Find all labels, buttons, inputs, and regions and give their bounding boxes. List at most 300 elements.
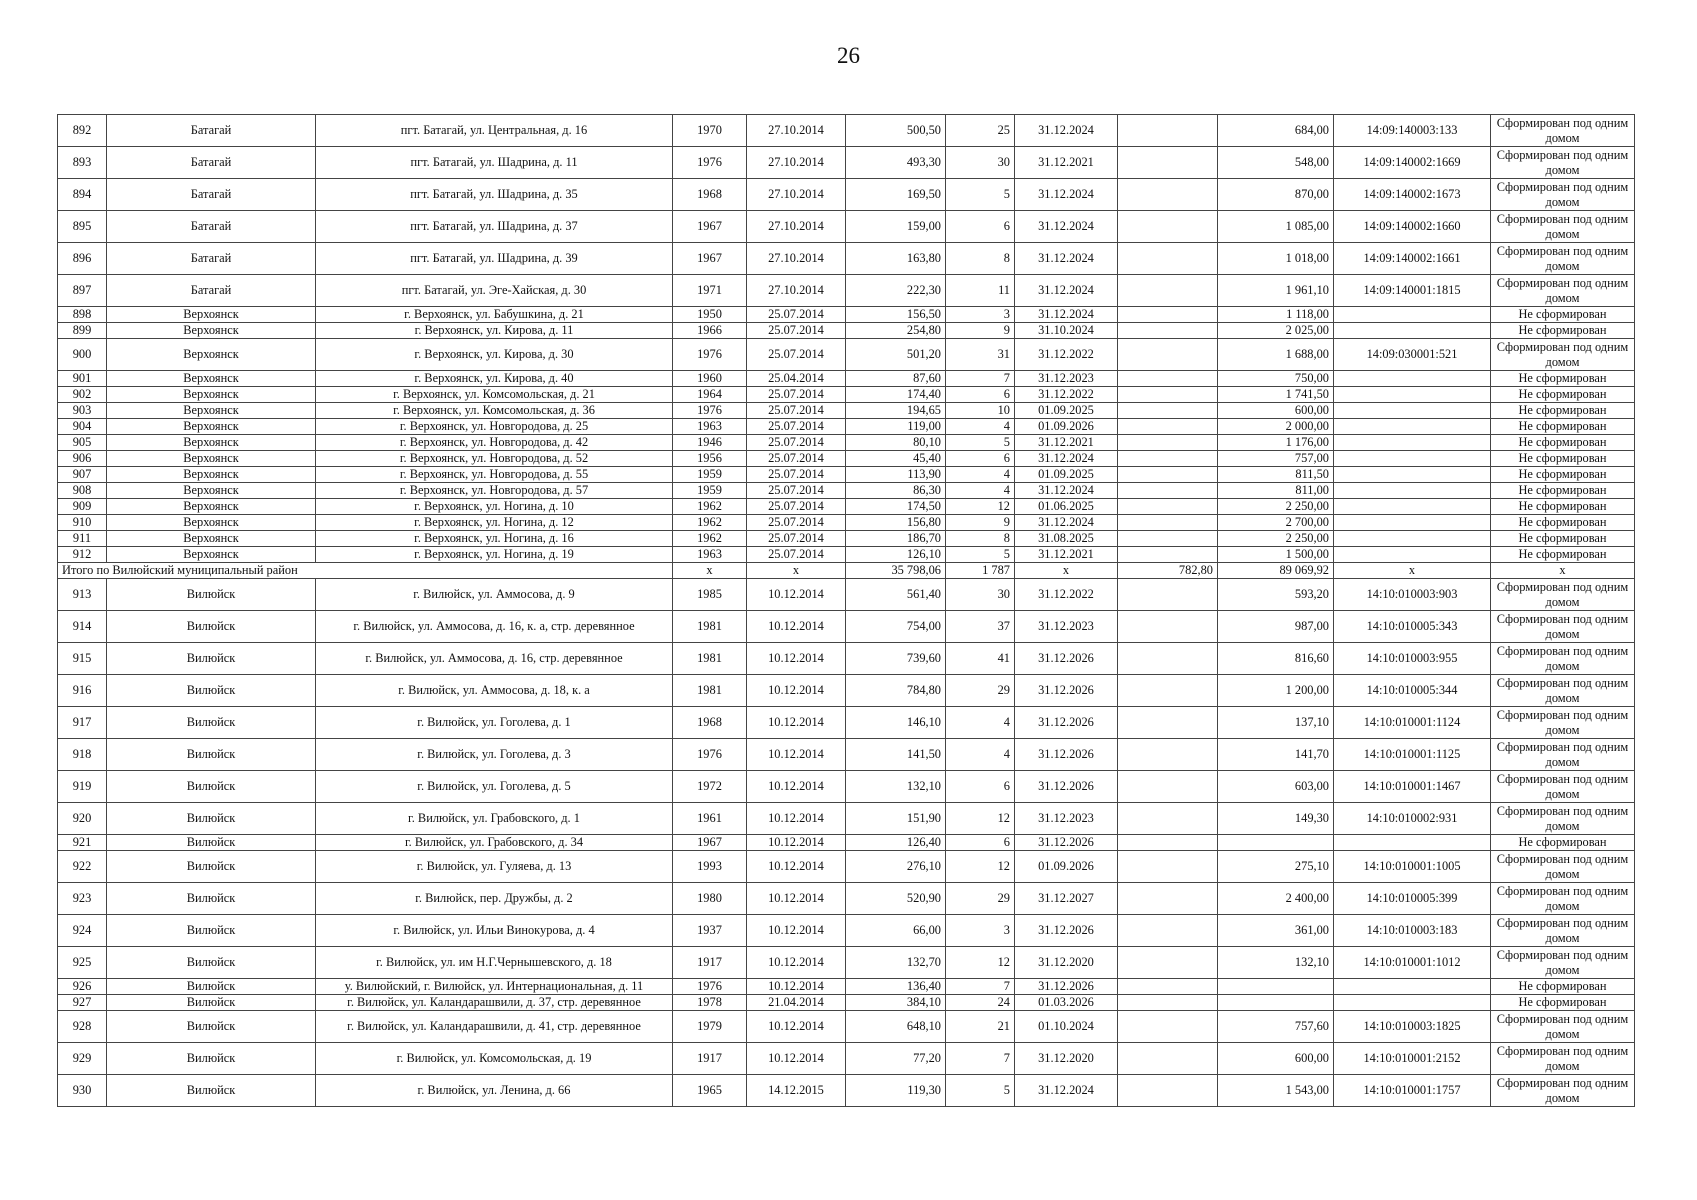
cadastral-number-cell — [1334, 835, 1491, 851]
table-row — [58, 995, 1635, 1011]
row-number-cell: 924 — [58, 915, 107, 947]
deadline-cell: 31.12.2023 — [1015, 611, 1118, 643]
address-cell: г. Верхоянск, ул. Комсомольская, д. 36 — [316, 403, 673, 419]
cost-cell — [1118, 435, 1218, 451]
year-cell: 1964 — [673, 387, 747, 403]
year-cell: 1976 — [673, 147, 747, 179]
cost-cell — [1118, 483, 1218, 499]
settlement-cell: Верхоянск — [107, 403, 316, 419]
table-row — [58, 339, 1635, 371]
land-area-cell: 361,00 — [1218, 915, 1334, 947]
cadastral-number-cell: 14:09:140002:1673 — [1334, 179, 1491, 211]
cost-cell — [1118, 1075, 1218, 1107]
row-number-cell: 917 — [58, 707, 107, 739]
cadastral-number-cell: 14:10:010005:343 — [1334, 611, 1491, 643]
year-cell: 1962 — [673, 531, 747, 547]
residents-cell: 6 — [946, 387, 1015, 403]
cost-cell — [1118, 371, 1218, 387]
year-cell: 1937 — [673, 915, 747, 947]
address-cell: у. Вилюйский, г. Вилюйск, ул. Интернациональная, д. 11 — [316, 979, 673, 995]
status-cell: Не сформирован — [1491, 467, 1635, 483]
residents-cell: 30 — [946, 147, 1015, 179]
land-area-cell: 1 118,00 — [1218, 307, 1334, 323]
residents-cell: 8 — [946, 531, 1015, 547]
status-cell: Сформирован под одним домом — [1491, 179, 1635, 211]
year-cell: 1979 — [673, 1011, 747, 1043]
date-cell: 10.12.2014 — [747, 579, 846, 611]
cadastral-number-cell — [1334, 307, 1491, 323]
deadline-cell: 31.08.2025 — [1015, 531, 1118, 547]
table-row — [58, 643, 1635, 675]
residents-cell: 29 — [946, 675, 1015, 707]
table-row — [58, 307, 1635, 323]
year-cell: 1978 — [673, 995, 747, 1011]
table-body — [58, 115, 1635, 1107]
deadline-cell: 01.03.2026 — [1015, 995, 1118, 1011]
settlement-cell: Верхоянск — [107, 419, 316, 435]
area-cell: 119,30 — [846, 1075, 946, 1107]
address-cell: г. Верхоянск, ул. Ногина, д. 19 — [316, 547, 673, 563]
deadline-cell: 31.12.2024 — [1015, 211, 1118, 243]
deadline-cell: 31.12.2020 — [1015, 1043, 1118, 1075]
row-number-cell: 903 — [58, 403, 107, 419]
date-cell: x — [747, 563, 846, 579]
cadastral-number-cell — [1334, 531, 1491, 547]
date-cell: 25.07.2014 — [747, 403, 846, 419]
land-area-cell: 757,00 — [1218, 451, 1334, 467]
land-area-cell: 132,10 — [1218, 947, 1334, 979]
cadastral-number-cell: 14:10:010005:344 — [1334, 675, 1491, 707]
settlement-cell: Вилюйск — [107, 611, 316, 643]
address-cell: г. Вилюйск, ул. Грабовского, д. 1 — [316, 803, 673, 835]
cost-cell — [1118, 307, 1218, 323]
cadastral-number-cell: 14:10:010001:2152 — [1334, 1043, 1491, 1075]
cost-cell — [1118, 675, 1218, 707]
table-row — [58, 915, 1635, 947]
address-cell: г. Вилюйск, ул. Гуляева, д. 13 — [316, 851, 673, 883]
year-cell: 1967 — [673, 243, 747, 275]
cost-cell — [1118, 515, 1218, 531]
row-number-cell: 908 — [58, 483, 107, 499]
settlement-cell: Верхоянск — [107, 371, 316, 387]
row-number-cell: 914 — [58, 611, 107, 643]
cost-cell — [1118, 451, 1218, 467]
table-row — [58, 835, 1635, 851]
cadastral-number-cell — [1334, 323, 1491, 339]
settlement-cell: Верхоянск — [107, 547, 316, 563]
year-cell: 1965 — [673, 1075, 747, 1107]
deadline-cell: x — [1015, 563, 1118, 579]
settlement-cell: Верхоянск — [107, 307, 316, 323]
date-cell: 10.12.2014 — [747, 771, 846, 803]
area-cell: 520,90 — [846, 883, 946, 915]
status-cell: Сформирован под одним домом — [1491, 147, 1635, 179]
date-cell: 25.04.2014 — [747, 371, 846, 387]
address-cell: г. Вилюйск, ул. Каландарашвили, д. 37, стр. деревянное — [316, 995, 673, 1011]
address-cell: пгт. Батагай, ул. Шадрина, д. 39 — [316, 243, 673, 275]
cost-cell — [1118, 403, 1218, 419]
status-cell: Сформирован под одним домом — [1491, 851, 1635, 883]
deadline-cell: 31.12.2026 — [1015, 979, 1118, 995]
area-cell: 132,10 — [846, 771, 946, 803]
date-cell: 25.07.2014 — [747, 387, 846, 403]
address-cell: г. Верхоянск, ул. Ногина, д. 16 — [316, 531, 673, 547]
address-cell: г. Верхоянск, ул. Ногина, д. 10 — [316, 499, 673, 515]
status-cell: Сформирован под одним домом — [1491, 803, 1635, 835]
cadastral-number-cell: 14:09:140001:1815 — [1334, 275, 1491, 307]
address-cell: г. Верхоянск, ул. Новгородова, д. 57 — [316, 483, 673, 499]
residents-cell: 41 — [946, 643, 1015, 675]
cost-cell — [1118, 803, 1218, 835]
area-cell: 276,10 — [846, 851, 946, 883]
date-cell: 27.10.2014 — [747, 275, 846, 307]
settlement-cell: Вилюйск — [107, 1043, 316, 1075]
deadline-cell: 01.06.2025 — [1015, 499, 1118, 515]
area-cell: 561,40 — [846, 579, 946, 611]
year-cell: 1960 — [673, 371, 747, 387]
status-cell: Сформирован под одним домом — [1491, 675, 1635, 707]
residents-cell: 4 — [946, 707, 1015, 739]
cost-cell — [1118, 883, 1218, 915]
row-number-cell: 930 — [58, 1075, 107, 1107]
settlement-cell: Вилюйск — [107, 979, 316, 995]
land-area-cell: 137,10 — [1218, 707, 1334, 739]
land-area-cell: 548,00 — [1218, 147, 1334, 179]
year-cell: 1980 — [673, 883, 747, 915]
cost-cell — [1118, 387, 1218, 403]
residents-cell: 12 — [946, 851, 1015, 883]
table-row — [58, 707, 1635, 739]
table-row — [58, 419, 1635, 435]
settlement-cell: Вилюйск — [107, 1011, 316, 1043]
land-area-cell: 1 543,00 — [1218, 1075, 1334, 1107]
status-cell: Сформирован под одним домом — [1491, 915, 1635, 947]
table-row — [58, 947, 1635, 979]
deadline-cell: 31.12.2022 — [1015, 387, 1118, 403]
settlement-cell: Верхоянск — [107, 483, 316, 499]
cadastral-number-cell — [1334, 435, 1491, 451]
total-row — [58, 563, 1635, 579]
deadline-cell: 31.12.2026 — [1015, 707, 1118, 739]
date-cell: 25.07.2014 — [747, 339, 846, 371]
land-area-cell: 2 250,00 — [1218, 499, 1334, 515]
area-cell: 500,50 — [846, 115, 946, 147]
status-cell: Сформирован под одним домом — [1491, 739, 1635, 771]
date-cell: 10.12.2014 — [747, 1011, 846, 1043]
row-number-cell: 916 — [58, 675, 107, 707]
cadastral-number-cell — [1334, 979, 1491, 995]
status-cell: Сформирован под одним домом — [1491, 611, 1635, 643]
status-cell: Не сформирован — [1491, 403, 1635, 419]
status-cell: Сформирован под одним домом — [1491, 643, 1635, 675]
row-number-cell: 900 — [58, 339, 107, 371]
deadline-cell: 01.09.2025 — [1015, 403, 1118, 419]
address-cell: г. Вилюйск, ул. им Н.Г.Чернышевского, д. 18 — [316, 947, 673, 979]
year-cell: 1976 — [673, 979, 747, 995]
address-cell: пгт. Батагай, ул. Центральная, д. 16 — [316, 115, 673, 147]
address-cell: пгт. Батагай, ул. Шадрина, д. 11 — [316, 147, 673, 179]
residents-cell: 4 — [946, 483, 1015, 499]
land-area-cell: 89 069,92 — [1218, 563, 1334, 579]
row-number-cell: 906 — [58, 451, 107, 467]
deadline-cell: 31.12.2023 — [1015, 803, 1118, 835]
land-area-cell: 2 250,00 — [1218, 531, 1334, 547]
cost-cell — [1118, 643, 1218, 675]
row-number-cell: 926 — [58, 979, 107, 995]
date-cell: 27.10.2014 — [747, 211, 846, 243]
address-cell: г. Верхоянск, ул. Комсомольская, д. 21 — [316, 387, 673, 403]
row-number-cell: 928 — [58, 1011, 107, 1043]
row-number-cell: 912 — [58, 547, 107, 563]
land-area-cell: 2 700,00 — [1218, 515, 1334, 531]
row-number-cell: 902 — [58, 387, 107, 403]
row-number-cell: 925 — [58, 947, 107, 979]
area-cell: 493,30 — [846, 147, 946, 179]
status-cell: Сформирован под одним домом — [1491, 707, 1635, 739]
row-number-cell: 896 — [58, 243, 107, 275]
land-area-cell — [1218, 979, 1334, 995]
settlement-cell: Вилюйск — [107, 1075, 316, 1107]
date-cell: 27.10.2014 — [747, 147, 846, 179]
residents-cell: 7 — [946, 371, 1015, 387]
page-number: 26 — [837, 43, 860, 68]
year-cell: 1970 — [673, 115, 747, 147]
residents-cell: 37 — [946, 611, 1015, 643]
deadline-cell: 31.12.2022 — [1015, 339, 1118, 371]
address-cell: г. Верхоянск, ул. Новгородова, д. 52 — [316, 451, 673, 467]
cost-cell: 782,80 — [1118, 563, 1218, 579]
area-cell: 159,00 — [846, 211, 946, 243]
residents-cell: 11 — [946, 275, 1015, 307]
deadline-cell: 31.12.2026 — [1015, 835, 1118, 851]
status-cell: Сформирован под одним домом — [1491, 771, 1635, 803]
residents-cell: 7 — [946, 1043, 1015, 1075]
deadline-cell: 31.12.2026 — [1015, 915, 1118, 947]
cadastral-number-cell — [1334, 451, 1491, 467]
table-row — [58, 675, 1635, 707]
deadline-cell: 31.12.2020 — [1015, 947, 1118, 979]
area-cell: 87,60 — [846, 371, 946, 387]
date-cell: 25.07.2014 — [747, 531, 846, 547]
area-cell: 146,10 — [846, 707, 946, 739]
year-cell: 1963 — [673, 419, 747, 435]
table-row — [58, 1075, 1635, 1107]
total-label-cell: Итого по Вилюйский муниципальный район — [58, 563, 673, 579]
cost-cell — [1118, 947, 1218, 979]
settlement-cell: Верхоянск — [107, 339, 316, 371]
cadastral-number-cell — [1334, 467, 1491, 483]
area-cell: 136,40 — [846, 979, 946, 995]
settlement-cell: Вилюйск — [107, 947, 316, 979]
status-cell: Сформирован под одним домом — [1491, 579, 1635, 611]
status-cell: Не сформирован — [1491, 547, 1635, 563]
table-row — [58, 387, 1635, 403]
year-cell: 1961 — [673, 803, 747, 835]
area-cell: 45,40 — [846, 451, 946, 467]
status-cell: Сформирован под одним домом — [1491, 115, 1635, 147]
residents-cell: 12 — [946, 499, 1015, 515]
table-row — [58, 547, 1635, 563]
date-cell: 27.10.2014 — [747, 115, 846, 147]
date-cell: 25.07.2014 — [747, 515, 846, 531]
land-area-cell: 603,00 — [1218, 771, 1334, 803]
row-number-cell: 904 — [58, 419, 107, 435]
settlement-cell: Вилюйск — [107, 579, 316, 611]
cadastral-number-cell: 14:10:010003:955 — [1334, 643, 1491, 675]
date-cell: 25.07.2014 — [747, 323, 846, 339]
status-cell: Не сформирован — [1491, 371, 1635, 387]
deadline-cell: 31.12.2024 — [1015, 243, 1118, 275]
residents-cell: 8 — [946, 243, 1015, 275]
deadline-cell: 31.12.2022 — [1015, 579, 1118, 611]
cadastral-number-cell: 14:09:140003:133 — [1334, 115, 1491, 147]
row-number-cell: 899 — [58, 323, 107, 339]
year-cell: 1956 — [673, 451, 747, 467]
address-cell: г. Верхоянск, ул. Кирова, д. 40 — [316, 371, 673, 387]
address-cell: г. Верхоянск, ул. Кирова, д. 11 — [316, 323, 673, 339]
settlement-cell: Вилюйск — [107, 675, 316, 707]
table-row — [58, 883, 1635, 915]
cost-cell — [1118, 115, 1218, 147]
row-number-cell: 898 — [58, 307, 107, 323]
year-cell: 1985 — [673, 579, 747, 611]
row-number-cell: 911 — [58, 531, 107, 547]
status-cell: Не сформирован — [1491, 531, 1635, 547]
residents-cell: 6 — [946, 211, 1015, 243]
address-cell: г. Вилюйск, ул. Комсомольская, д. 19 — [316, 1043, 673, 1075]
status-cell: Не сформирован — [1491, 323, 1635, 339]
deadline-cell: 31.12.2024 — [1015, 515, 1118, 531]
cadastral-number-cell: 14:10:010003:183 — [1334, 915, 1491, 947]
cadastral-number-cell: 14:10:010003:903 — [1334, 579, 1491, 611]
year-cell: 1917 — [673, 947, 747, 979]
settlement-cell: Батагай — [107, 147, 316, 179]
settlement-cell: Верхоянск — [107, 451, 316, 467]
settlement-cell: Вилюйск — [107, 803, 316, 835]
address-cell: г. Верхоянск, ул. Новгородова, д. 25 — [316, 419, 673, 435]
cost-cell — [1118, 611, 1218, 643]
land-area-cell: 1 741,50 — [1218, 387, 1334, 403]
cost-cell — [1118, 531, 1218, 547]
table-row — [58, 515, 1635, 531]
settlement-cell: Верхоянск — [107, 467, 316, 483]
date-cell: 10.12.2014 — [747, 675, 846, 707]
year-cell: 1972 — [673, 771, 747, 803]
cost-cell — [1118, 243, 1218, 275]
year-cell: 1981 — [673, 643, 747, 675]
cadastral-number-cell: 14:09:030001:521 — [1334, 339, 1491, 371]
status-cell: Не сформирован — [1491, 995, 1635, 1011]
table-row — [58, 739, 1635, 771]
deadline-cell: 31.12.2026 — [1015, 643, 1118, 675]
table-row — [58, 531, 1635, 547]
address-cell: г. Вилюйск, ул. Каландарашвили, д. 41, стр. деревянное — [316, 1011, 673, 1043]
residents-cell: 10 — [946, 403, 1015, 419]
deadline-cell: 01.10.2024 — [1015, 1011, 1118, 1043]
row-number-cell: 892 — [58, 115, 107, 147]
deadline-cell: 01.09.2026 — [1015, 419, 1118, 435]
table-row — [58, 979, 1635, 995]
cadastral-number-cell: 14:09:140002:1660 — [1334, 211, 1491, 243]
land-area-cell: 1 085,00 — [1218, 211, 1334, 243]
settlement-cell: Верхоянск — [107, 515, 316, 531]
date-cell: 10.12.2014 — [747, 947, 846, 979]
status-cell: Сформирован под одним домом — [1491, 275, 1635, 307]
year-cell: 1976 — [673, 339, 747, 371]
table-row — [58, 211, 1635, 243]
land-area-cell: 757,60 — [1218, 1011, 1334, 1043]
date-cell: 25.07.2014 — [747, 419, 846, 435]
status-cell: Сформирован под одним домом — [1491, 947, 1635, 979]
table-row — [58, 611, 1635, 643]
cadastral-number-cell: 14:10:010005:399 — [1334, 883, 1491, 915]
area-cell: 151,90 — [846, 803, 946, 835]
year-cell: 1976 — [673, 739, 747, 771]
year-cell: 1993 — [673, 851, 747, 883]
address-cell: г. Верхоянск, ул. Новгородова, д. 42 — [316, 435, 673, 451]
cost-cell — [1118, 707, 1218, 739]
cost-cell — [1118, 851, 1218, 883]
settlement-cell: Вилюйск — [107, 835, 316, 851]
year-cell: 1950 — [673, 307, 747, 323]
cost-cell — [1118, 339, 1218, 371]
area-cell: 119,00 — [846, 419, 946, 435]
land-area-cell: 1 961,10 — [1218, 275, 1334, 307]
cadastral-number-cell — [1334, 995, 1491, 1011]
address-cell: г. Вилюйск, ул. Гоголева, д. 3 — [316, 739, 673, 771]
row-number-cell: 894 — [58, 179, 107, 211]
area-cell: 86,30 — [846, 483, 946, 499]
cadastral-number-cell — [1334, 403, 1491, 419]
settlement-cell: Вилюйск — [107, 995, 316, 1011]
deadline-cell: 31.10.2024 — [1015, 323, 1118, 339]
cadastral-number-cell: 14:09:140002:1661 — [1334, 243, 1491, 275]
residents-cell: 5 — [946, 547, 1015, 563]
year-cell: 1962 — [673, 499, 747, 515]
cadastral-number-cell — [1334, 387, 1491, 403]
cadastral-number-cell: 14:10:010001:1757 — [1334, 1075, 1491, 1107]
deadline-cell: 31.12.2026 — [1015, 739, 1118, 771]
residents-cell: 9 — [946, 323, 1015, 339]
residents-cell: 25 — [946, 115, 1015, 147]
table-row — [58, 451, 1635, 467]
deadline-cell: 31.12.2024 — [1015, 483, 1118, 499]
table-row — [58, 435, 1635, 451]
year-cell: 1962 — [673, 515, 747, 531]
land-area-cell: 2 400,00 — [1218, 883, 1334, 915]
address-cell: пгт. Батагай, ул. Шадрина, д. 37 — [316, 211, 673, 243]
year-cell: 1963 — [673, 547, 747, 563]
cadastral-number-cell — [1334, 483, 1491, 499]
table-row — [58, 499, 1635, 515]
cadastral-number-cell: 14:10:010001:1012 — [1334, 947, 1491, 979]
land-area-cell: 816,60 — [1218, 643, 1334, 675]
status-cell: Не сформирован — [1491, 499, 1635, 515]
cost-cell — [1118, 179, 1218, 211]
row-number-cell: 893 — [58, 147, 107, 179]
address-cell: г. Вилюйск, ул. Аммосова, д. 16, стр. деревянное — [316, 643, 673, 675]
row-number-cell: 919 — [58, 771, 107, 803]
row-number-cell: 929 — [58, 1043, 107, 1075]
table-row — [58, 275, 1635, 307]
date-cell: 25.07.2014 — [747, 307, 846, 323]
row-number-cell: 907 — [58, 467, 107, 483]
year-cell: 1971 — [673, 275, 747, 307]
residents-cell: 6 — [946, 451, 1015, 467]
settlement-cell: Батагай — [107, 275, 316, 307]
land-area-cell: 2 025,00 — [1218, 323, 1334, 339]
year-cell: 1959 — [673, 467, 747, 483]
